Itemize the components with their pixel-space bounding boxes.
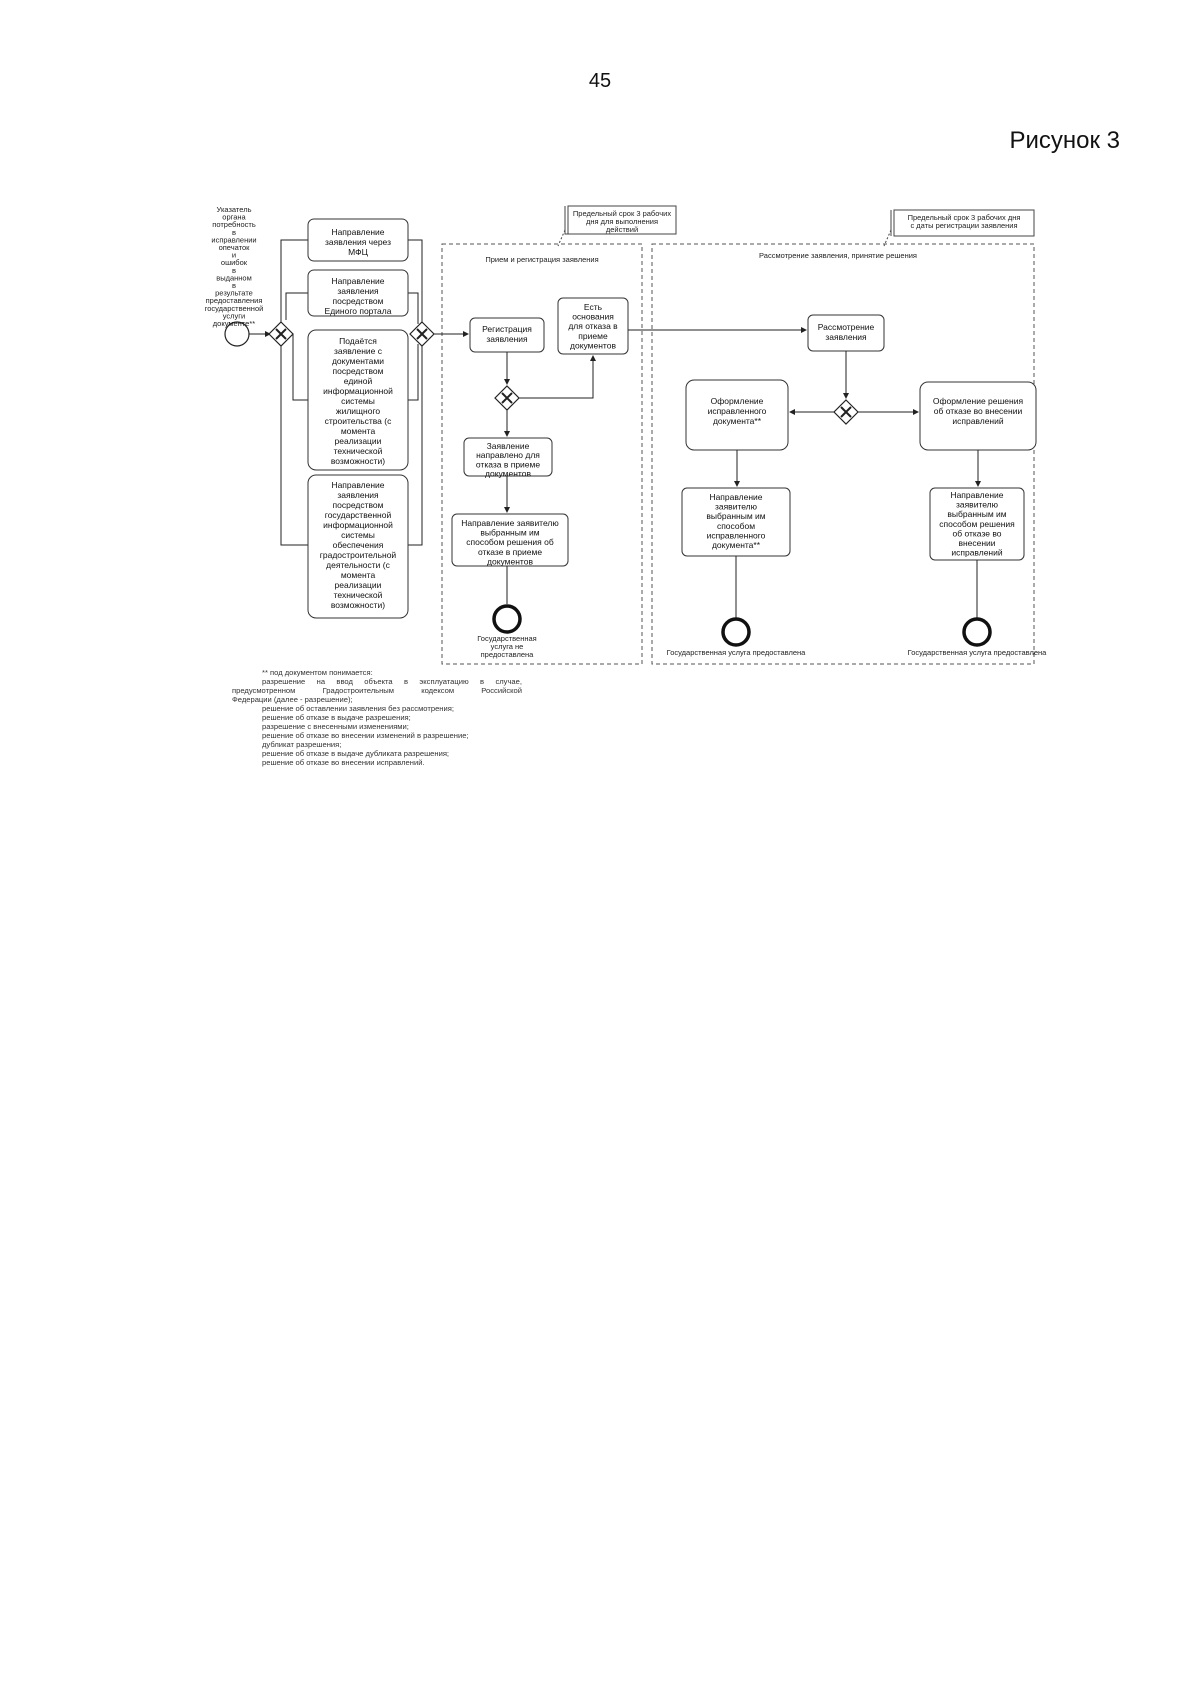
task-refuse-prep-line: отказа в приеме bbox=[475, 459, 541, 470]
page-number: 45 bbox=[588, 70, 612, 92]
channel-3-line: технической bbox=[333, 590, 383, 600]
channel-3-line: момента bbox=[340, 570, 376, 580]
footnote-item-1a: разрешение на ввод объекта в эксплуатацию в случае, bbox=[262, 677, 522, 686]
channel-2-line: информационной bbox=[323, 386, 393, 396]
footnote-item-1c: Федерации (далее - разрешение); bbox=[232, 695, 353, 704]
end-event-provided-left-label: Государственная услуга предоставлена bbox=[666, 648, 806, 657]
task-send-doc-line: выбранным им bbox=[706, 511, 766, 522]
end-event-refused-label bbox=[477, 634, 536, 659]
channel-2-line: строительства (с bbox=[324, 416, 392, 426]
footnote-item: разрешение с внесенными изменениями; bbox=[262, 722, 409, 731]
task-grounds-line: основания bbox=[572, 311, 614, 322]
task-register-label bbox=[482, 324, 532, 344]
channel-2-line: документами bbox=[331, 356, 385, 366]
note-right-text bbox=[908, 213, 1021, 230]
task-refuse-prep-line: документов bbox=[485, 468, 531, 479]
task-send-doc-line: Направление bbox=[709, 492, 763, 502]
start-event-label bbox=[205, 205, 264, 328]
start-label-line: государственной bbox=[204, 303, 264, 313]
task-refuse-prep-line: Заявление bbox=[486, 441, 530, 451]
channel-portal-label bbox=[325, 276, 392, 316]
channel-3-line: посредством bbox=[332, 500, 384, 510]
footnote-item: решение об отказе во внесении исправлений. bbox=[262, 758, 425, 767]
channel-2-line: системы bbox=[341, 396, 375, 406]
task-register-line: заявления bbox=[486, 334, 528, 344]
start-label-line: исправлении bbox=[211, 235, 257, 245]
footnote-item: решение об отказе в выдаче разрешения; bbox=[262, 713, 411, 722]
start-label-line: в bbox=[232, 265, 236, 275]
end-refused-line: услуга не bbox=[490, 642, 524, 651]
channel-3-line: реализации bbox=[334, 580, 382, 590]
task-grounds-line: для отказа в bbox=[568, 321, 618, 332]
note-left-line: действий bbox=[605, 225, 639, 234]
task-grounds-line: приеме bbox=[578, 330, 608, 341]
end-event-provided-left bbox=[723, 619, 749, 645]
channel-2-line: жилищного bbox=[335, 406, 381, 416]
process-diagram bbox=[0, 0, 1200, 700]
task-send-doc-line: исправленного bbox=[706, 530, 766, 541]
note-left-text bbox=[573, 209, 671, 234]
task-grounds-line: Есть bbox=[583, 302, 603, 312]
task-make-doc-line: Оформление bbox=[710, 396, 764, 406]
task-grounds-line: документов bbox=[570, 340, 616, 351]
task-review-line: заявления bbox=[825, 332, 867, 342]
end-event-provided-right-label: Государственная услуга предоставлена bbox=[907, 648, 1047, 657]
start-label-line: в bbox=[232, 281, 236, 290]
end-event-provided-right bbox=[964, 619, 990, 645]
channel-3-line: обеспечения bbox=[332, 540, 384, 550]
task-send-refusal2-line: выбранным им bbox=[947, 509, 1007, 520]
split-gateway bbox=[269, 322, 293, 346]
end-event-refused bbox=[494, 606, 520, 632]
task-send-refusal2-line: заявителю bbox=[955, 499, 999, 510]
task-send-refusal-line: отказе в приеме bbox=[477, 546, 543, 557]
task-send-refusal2-line: Направление bbox=[950, 490, 1004, 500]
channel-0-line: МФЦ bbox=[348, 247, 368, 257]
task-send-doc-line: документа** bbox=[711, 540, 761, 550]
channel-2-line: Подаётся bbox=[339, 336, 377, 346]
footnote-item: решение об оставлении заявления без рассмотрения; bbox=[262, 704, 454, 713]
end-refused-line: Государственная bbox=[477, 634, 537, 643]
task-send-doc-label bbox=[706, 492, 765, 550]
lane-review-title: Рассмотрение заявления, принятие решения bbox=[759, 251, 917, 260]
task-send-doc-line: способом bbox=[716, 520, 756, 531]
channel-3-line: заявления bbox=[337, 490, 379, 500]
lane-reception-title: Прием и регистрация заявления bbox=[485, 255, 599, 264]
note-right-line: с даты регистрации заявления bbox=[910, 221, 1018, 230]
start-label-line: и bbox=[231, 250, 237, 260]
task-refuse-prep-line: направлено для bbox=[476, 450, 540, 461]
start-label-line: выданном bbox=[216, 273, 252, 283]
task-make-refusal-line: исправлений bbox=[952, 416, 1004, 426]
task-make-refusal-line: Оформление решения bbox=[932, 396, 1024, 406]
task-send-refusal-line: способом решения об bbox=[466, 537, 554, 548]
start-label-line: предоставления bbox=[205, 296, 263, 306]
figure-label: Рисунок 3 bbox=[1009, 127, 1120, 154]
channel-3-line: информационной bbox=[323, 520, 393, 530]
channel-0-line: заявления через bbox=[325, 237, 391, 247]
channel-3-line: системы bbox=[341, 530, 375, 540]
footnote-lead: ** под документом понимается: bbox=[262, 668, 373, 677]
note-left-line: дня для выполнения bbox=[585, 217, 659, 226]
start-label-line: Указатель bbox=[216, 205, 252, 214]
task-make-doc-line: документа** bbox=[712, 416, 762, 426]
task-review-label bbox=[818, 322, 875, 342]
task-send-doc-line: заявителю bbox=[714, 501, 758, 512]
start-label-line: ошибок bbox=[220, 258, 248, 268]
task-send-refusal-line: выбранным им bbox=[480, 527, 540, 538]
footnote-item-1b: предусмотренном Градостроительным кодексом Российской bbox=[232, 686, 522, 695]
reception-gateway bbox=[495, 386, 519, 410]
channel-1-line: Единого портала bbox=[324, 306, 392, 316]
task-send-refusal-line: документов bbox=[487, 556, 533, 567]
note-right-line: Предельный срок 3 рабочих дня bbox=[907, 213, 1021, 222]
start-label-line: опечаток bbox=[218, 243, 250, 252]
channel-1-line: заявления bbox=[337, 286, 379, 296]
start-label-line: потребность bbox=[212, 220, 256, 230]
task-make-doc-line: исправленного bbox=[707, 406, 767, 416]
footnote bbox=[232, 668, 522, 767]
end-refused-line: предоставлена bbox=[480, 650, 534, 659]
channel-3-line: Направление bbox=[331, 480, 385, 490]
channel-3-line: градостроительной bbox=[319, 550, 397, 560]
footnote-item: решение об отказе в выдаче дубликата разрешения; bbox=[262, 749, 450, 758]
task-send-refusal-line: Направление заявителю bbox=[461, 518, 559, 528]
channel-2-line: заявление с bbox=[333, 346, 383, 356]
start-label-line: органа bbox=[222, 212, 246, 222]
task-make-doc-label bbox=[708, 396, 767, 426]
channel-2-line: возможности) bbox=[330, 456, 386, 466]
start-label-line: услуги bbox=[222, 311, 246, 321]
task-register-line: Регистрация bbox=[482, 324, 532, 334]
task-review-line: Рассмотрение bbox=[817, 322, 875, 332]
channel-2-line: момента bbox=[340, 426, 376, 436]
task-send-refusal2-line: способом решения bbox=[939, 518, 1015, 529]
merge-gateway bbox=[410, 322, 434, 346]
task-send-refusal2-line: исправлений bbox=[951, 547, 1003, 558]
channel-1-line: Направление bbox=[331, 276, 385, 286]
footnote-item: дубликат разрешения; bbox=[262, 740, 342, 749]
channel-0-line: Направление bbox=[331, 227, 385, 237]
footnote-items bbox=[232, 704, 522, 767]
start-label-line: в bbox=[232, 227, 236, 237]
review-gateway bbox=[834, 400, 858, 424]
channel-2-line: посредством bbox=[332, 366, 384, 376]
channel-2-line: реализации bbox=[334, 436, 382, 446]
channel-2-line: технической bbox=[333, 446, 383, 456]
channel-3-line: государственной bbox=[324, 510, 392, 520]
task-make-refusal-line: об отказе во внесении bbox=[933, 406, 1023, 416]
task-send-refusal2-line: внесении bbox=[958, 538, 996, 548]
channel-3-line: возможности) bbox=[330, 600, 386, 610]
start-label-line: результате bbox=[215, 288, 253, 298]
footnote-item: решение об отказе во внесении изменений в разрешение; bbox=[262, 731, 469, 740]
task-send-refusal2-line: об отказе во bbox=[952, 528, 1002, 539]
flow-gateway-to-grounds bbox=[519, 356, 593, 398]
channel-2-line: единой bbox=[343, 376, 373, 386]
start-label-line: документе** bbox=[212, 319, 256, 328]
channel-1-line: посредством bbox=[332, 296, 384, 306]
channel-3-line: деятельности (с bbox=[326, 560, 390, 570]
note-left-line: Предельный срок 3 рабочих bbox=[572, 209, 672, 218]
